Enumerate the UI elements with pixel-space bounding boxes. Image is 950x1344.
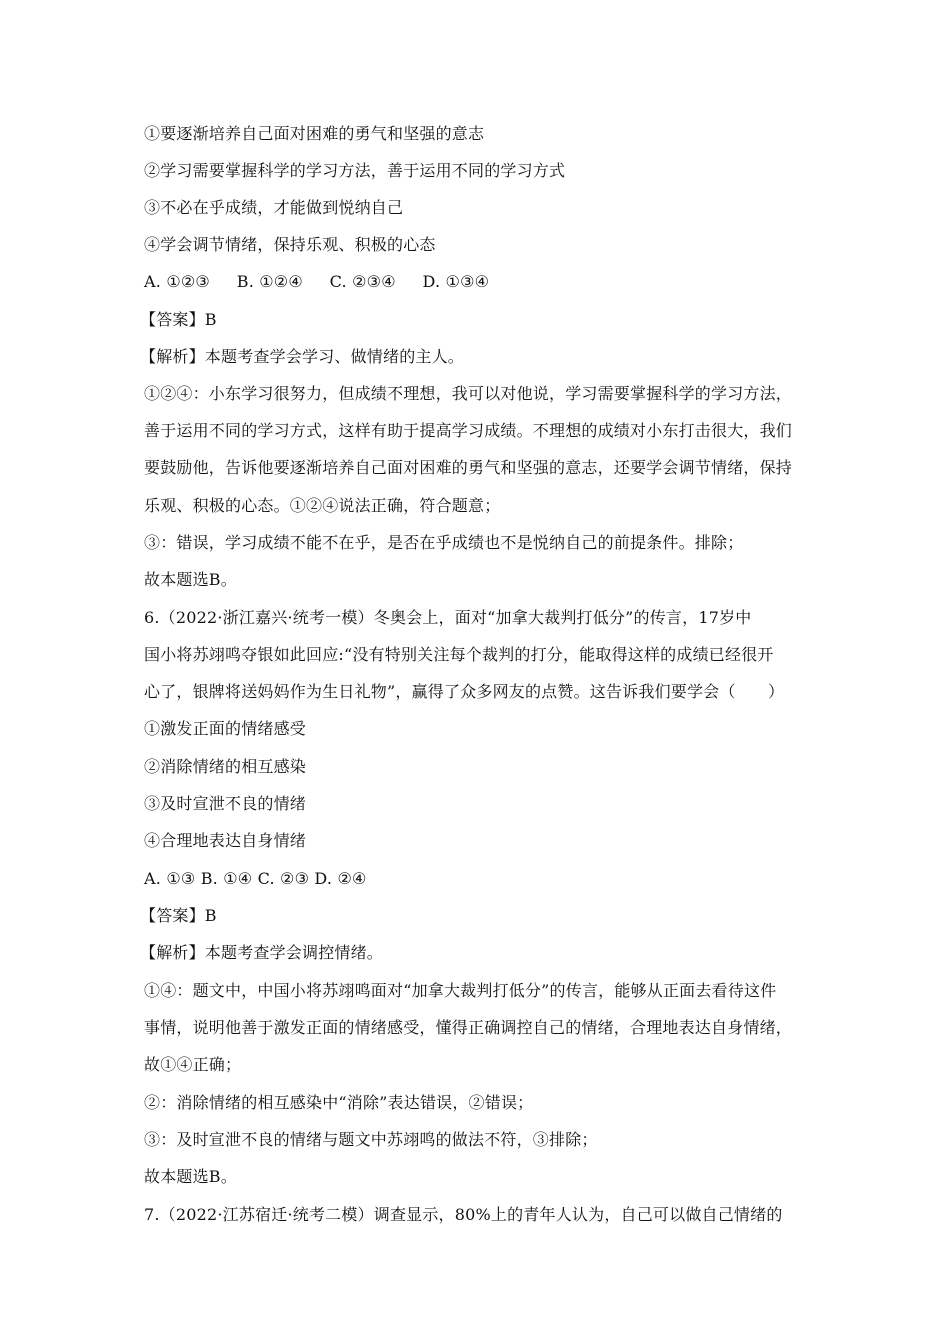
q6-answer: 【答案】B: [140, 906, 217, 925]
q5-answer: 【答案】B: [140, 310, 217, 329]
q5-analysis-line-1: ①②④：小东学习很努力，但成绩不理想，我可以对他说，学习需要掌握科学的学习方法，: [144, 384, 793, 403]
q5-option-4: ④学会调节情绪，保持乐观、积极的心态: [144, 235, 436, 254]
q5-option-3: ③不必在乎成绩，才能做到悦纳自己: [144, 198, 404, 217]
q5-option-2: ②学习需要掌握科学的学习方法，善于运用不同的学习方式: [144, 161, 566, 180]
q6-analysis-line-4: ②：消除情绪的相互感染中“消除”表达错误，②错误；: [144, 1093, 534, 1112]
q7-stem-line-1: 7.（2022·江苏宿迁·统考二模）调查显示，80%上的青年人认为，自己可以做自己情绪的: [144, 1205, 783, 1224]
q6-stem-line-1: 6.（2022·浙江嘉兴·统考一模）冬奥会上，面对“加拿大裁判打低分”的传言，17岁中: [144, 608, 752, 627]
q5-choices: A. ①②③ B. ①②④ C. ②③④ D. ①③④: [144, 272, 490, 291]
q5-analysis-line-5: ③：错误，学习成绩不能不在乎，是否在乎成绩也不是悦纳自己的前提条件。排除；: [144, 533, 744, 552]
q5-analysis-line-2: 善于运用不同的学习方式，这样有助于提高学习成绩。不理想的成绩对小东打击很大，我们: [144, 421, 793, 440]
q6-option-4: ④合理地表达自身情绪: [144, 831, 307, 850]
q6-analysis-intro: 【解析】本题考查学会调控情绪。: [140, 943, 384, 962]
q6-analysis-line-3: 故①④正确；: [144, 1055, 242, 1074]
q5-analysis-line-6: 故本题选B。: [144, 570, 237, 589]
q6-analysis-line-6: 故本题选B。: [144, 1167, 237, 1186]
q5-analysis-intro: 【解析】本题考查学会学习、做情绪的主人。: [140, 347, 465, 366]
q6-analysis-line-2: 事情，说明他善于激发正面的情绪感受，懂得正确调控自己的情绪，合理地表达自身情绪，: [144, 1018, 793, 1037]
q6-stem-line-2: 国小将苏翊鸣夺银如此回应:“没有特别关注每个裁判的打分，能取得这样的成绩已经很开: [144, 645, 774, 664]
q6-choices: A. ①③ B. ①④ C. ②③ D. ②④: [144, 869, 367, 888]
q6-option-3: ③及时宣泄不良的情绪: [144, 794, 307, 813]
q5-analysis-line-3: 要鼓励他，告诉他要逐渐培养自己面对困难的勇气和坚强的意志，还要学会调节情绪，保持: [144, 458, 793, 477]
q5-analysis-line-4: 乐观、积极的心态。①②④说法正确，符合题意；: [144, 496, 501, 515]
q6-analysis-line-1: ①④：题文中，中国小将苏翊鸣面对“加拿大裁判打低分”的传言，能够从正面去看待这件: [144, 981, 777, 1000]
q6-stem-line-3: 心了，银牌将送妈妈作为生日礼物”，赢得了众多网友的点赞。这告诉我们要学会（ ）: [144, 682, 785, 701]
q6-option-1: ①激发正面的情绪感受: [144, 719, 307, 738]
q6-option-2: ②消除情绪的相互感染: [144, 757, 307, 776]
q6-analysis-line-5: ③：及时宣泄不良的情绪与题文中苏翊鸣的做法不符，③排除；: [144, 1130, 598, 1149]
q5-option-1: ①要逐渐培养自己面对困难的勇气和坚强的意志: [144, 124, 485, 143]
